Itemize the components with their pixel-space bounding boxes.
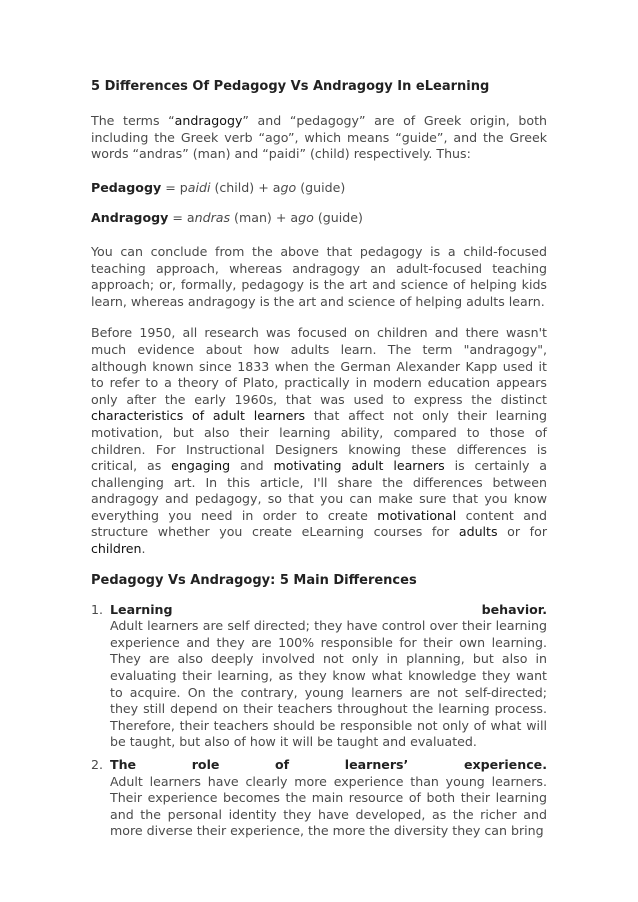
andragogy-term: Andragogy bbox=[91, 210, 169, 226]
list-number: 1. bbox=[91, 601, 104, 617]
list-item bbox=[91, 602, 547, 751]
history-paragraph: Before 1950, all research was focused on children and there wasn't much evidence about how adults learn. The term "andragogy", although known since 1833 when the German Alexander Kapp used it to refer to a theory of Plato, practically in modern education appears only after the early 1960s, that was used to express the distinct characteristics of adult learners that affect not only their learning motivation, but also their learning ability, compared to those of children. For Instructional Designers knowing these differences is critical, as engaging and motivating adult learners is certainly a challenging art. In this article, I'll share the differences between andragogy and pedagogy, so that you can make sure that you know everything you need in order to create motivational content and structure whether you create eLearning courses for adults or for children. bbox=[91, 325, 547, 557]
article-body bbox=[91, 70, 547, 840]
link-children[interactable]: children bbox=[91, 541, 142, 557]
link-engaging[interactable]: engaging bbox=[171, 458, 231, 474]
link-motivational[interactable]: motivational bbox=[377, 507, 457, 523]
page-title: 5 Differences Of Pedagogy Vs Andragogy In eLearning bbox=[91, 79, 490, 94]
link-motivating-adult-learners[interactable]: motivating adult learners bbox=[273, 458, 445, 474]
link-andragogy[interactable]: andragogy bbox=[174, 113, 243, 128]
list-item bbox=[91, 757, 547, 840]
intro-paragraph: The terms “andragogy” and “pedagogy” are of Greek origin, both including the Greek verb “ago”, which means “guide”, and the Greek words “andras” (man) and “paidi” (child) respectively. Thus: bbox=[91, 113, 547, 162]
list-number: 2. bbox=[91, 757, 104, 772]
list-item-heading: Learning behavior. bbox=[110, 601, 547, 617]
andragogy-formula: Andragogy = andras (man) + ago (guide) bbox=[91, 210, 363, 226]
list-item-body: Adult learners are self directed; they have control over their learning experience and they are 100% responsible for their own learning. They are also deeply involved not only in planning, but also in evaluating their learning, as they know what knowledge they want to acquire. On the contrary, young learners are not self-directed; they still depend on their teachers throughout the learning process. Therefore, their teachers should be responsible not only of what will be taught, but also of how it will be taught and evaluated. bbox=[110, 618, 547, 750]
pedagogy-formula: Pedagogy = paidi (child) + ago (guide) bbox=[91, 179, 346, 195]
list-item-heading: The role of learners’ experience. bbox=[110, 757, 547, 772]
section-heading: Pedagogy Vs Andragogy: 5 Main Differences bbox=[91, 572, 417, 588]
link-characteristics-adult-learners[interactable]: characteristics of adult learners bbox=[91, 408, 306, 424]
differences-list bbox=[91, 602, 547, 840]
pedagogy-term: Pedagogy bbox=[91, 179, 162, 195]
link-adults[interactable]: adults bbox=[458, 524, 498, 540]
conclusion-paragraph: You can conclude from the above that pedagogy is a child-focused teaching approach, whereas andragogy an adult-focused teaching approach; or, formally, pedagogy is the art and science of helping kids learn, whereas andragogy is the art and science of helping adults learn. bbox=[91, 243, 547, 309]
list-item-body: Adult learners have clearly more experience than young learners. Their experience becomes the main resource of both their learning and the personal identity they have developed, as the richer and more diverse their experience, the more the diversity they can bring bbox=[110, 773, 547, 839]
